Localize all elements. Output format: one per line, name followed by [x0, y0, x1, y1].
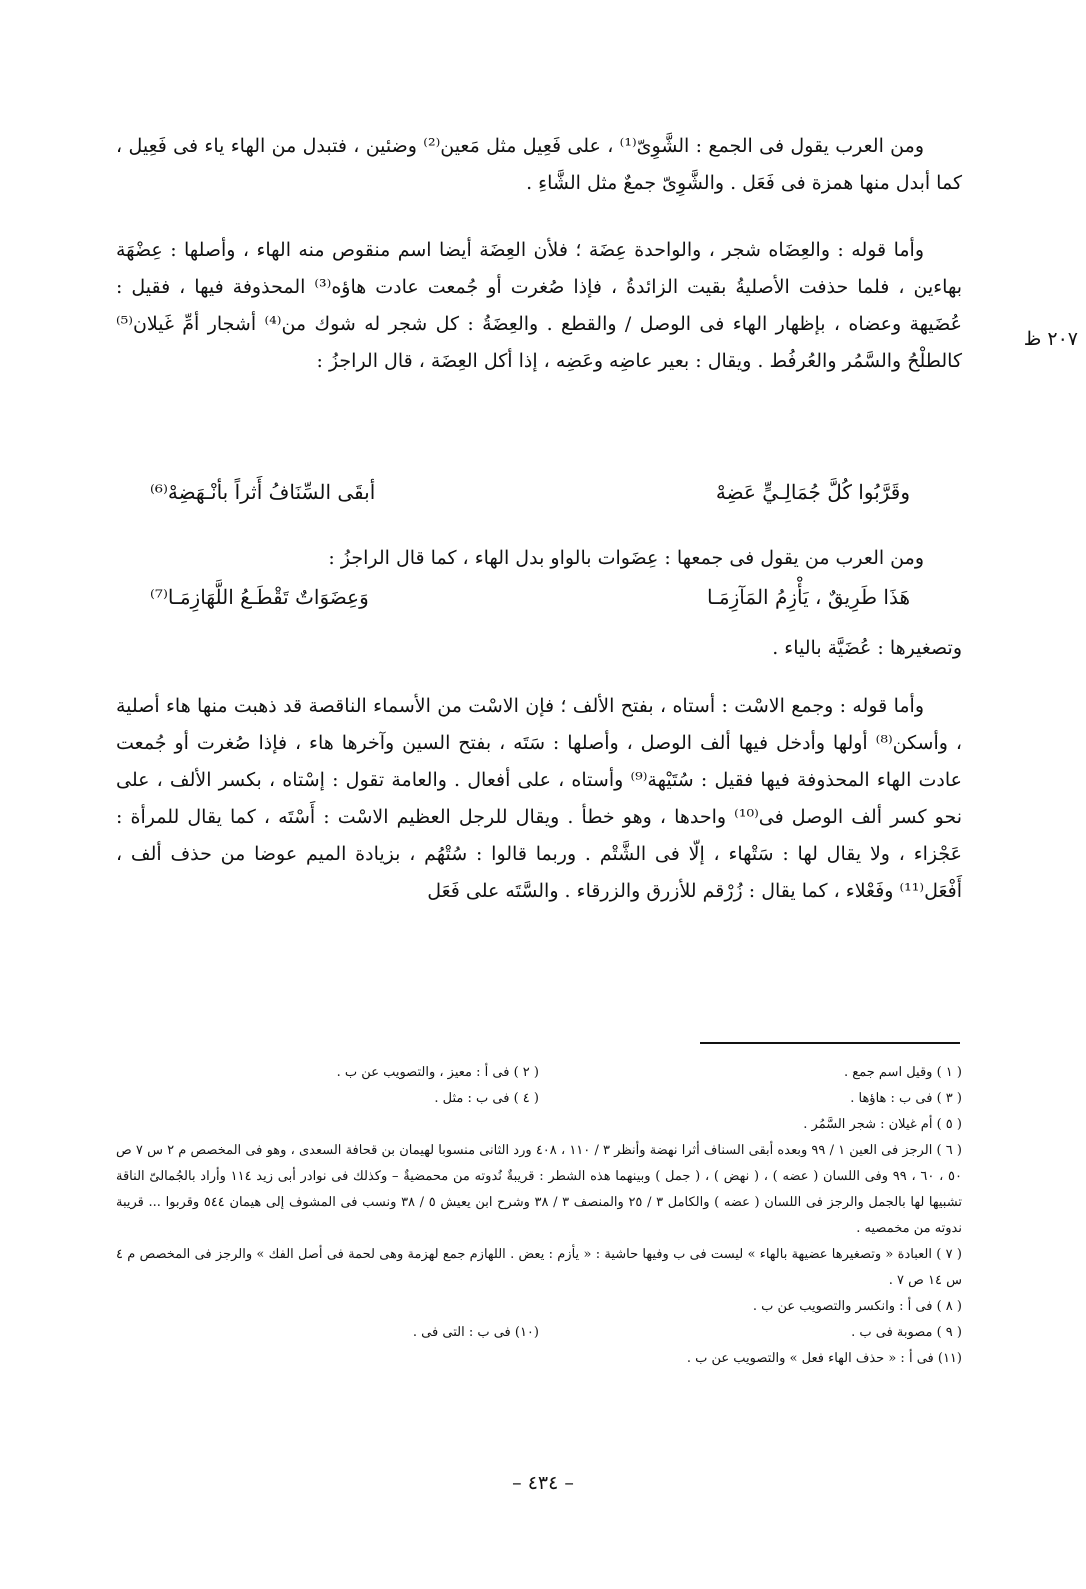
- footnote-11: (١١) فى أ : « حذف الهاء فعل » والتصويب عن ب .: [686, 1351, 962, 1366]
- paragraph-3b: [116, 630, 962, 667]
- footnote-8: ( ٨ ) فى أ : وانكسر والتصويب عن ب .: [752, 1299, 962, 1314]
- footnote-7: ( ٧ ) العبادة « وتصغيرها عضيهة بالهاء » ليست فى ب وفيها حاشية : « يأزم : يعض . اللهازم جمع لهزمة وهى لحمة فى أصل الفك » والرجز فى المخصص م ٤ س ١٤ ص ٧ .: [116, 1247, 962, 1288]
- paragraph-1-text: ومن العرب يقول فى الجمع : الشَّوِىّ⁽¹⁾ ، على فَعِيل مثل مَعين⁽²⁾ وضئين ، فتبدل من الهاء ياء فى فَعِيل ، كما أبدل منها همزة فى فَعَل . والشَّوِىّ جمعٌ مثل الشَّاءِ .: [116, 135, 962, 194]
- footnote-3: ( ٣ ) فى ب : هاؤها .: [850, 1091, 962, 1106]
- verse-2-first-hemistich: هَذَا طَرِيقٌ ، يَأْزِمُ المَآزِمَـا: [706, 585, 910, 609]
- footnote-row: [116, 1320, 962, 1346]
- footnote-6: ( ٦ ) الرجز فى العين ١ / ٩٩ وبعده أبقى السناف أثرا نهضة وأنظر ٣ / ١١٠ ، ٤٠٨ ورد الثانى منسوبا لهيمان بن قحافة السعدى ، وهو فى المخصص م ٢ س ٧ ص ٥٠ ، ٦٠ ، ٩٩ وفى اللسان ( عضه ) ، ( نهض ) ، ( جمل ) وبينهما هذه الشطر : قريبةٌ نُدوته من محمضيةٌ – وكذلك فى نوادر أبى زيد ١١٤ وأراد بالجُمالىّ الناقة تشبيها لها بالجمل والرجز فى اللسان ( عضه ) والكامل ٣ / ٢٥ والمنصف ٣ / ٣٨ وشرح ابن يعيش ٥ / ٣٨ ونسب فى المشوف إلى هيمان ٥٤٤ وقربوا ... قريبة ندوته من مخمصيه .: [116, 1143, 962, 1236]
- footnote-divider: [700, 1042, 960, 1044]
- paragraph-2-text: وأما قوله : والعِضَاه شجر ، والواحدة عِضَة ؛ فلأن العِضَة أيضا اسم منقوص منه الهاء ، وأصلها : عِضْهَة بهاءين ، فلما حذفت الأصليةُ بقيت الزائدةُ ، فإذا صُغرت أو جُمعت عادت هاؤه⁽³⁾ المحذوفة فيها ، فقيل : عُضَيهة وعضاه ، بإظهار الهاء فى الوصل / والقطع . والعِضَةُ : كل شجر له شوك من⁽⁴⁾ أشجار أمِّ غَيلان⁽⁵⁾ كالطلْحُ والسَّمُر والعُرفُط . ويقال : بعير عاضِه وعَضِه ، إذا أكل العِضَة ، قال الراجزُ :: [116, 239, 963, 372]
- footnote-4: ( ٤ ) فى ب : مثل .: [434, 1091, 539, 1106]
- paragraph-1: [116, 128, 962, 202]
- footnote-9: ( ٩ ) مصوبة فى ب .: [851, 1325, 962, 1340]
- verse-2-second-hemistich: وَعِضَوَاتٌ تَقْطَـعُ اللَّهَازِمَـا⁽⁷⁾: [150, 585, 369, 609]
- footnote-1: ( ١ ) وقيل اسم جمع .: [844, 1065, 962, 1080]
- paragraph-3: [116, 540, 962, 577]
- footnote-5: ( ٥ ) أم غيلان : شجر السَّمُر .: [803, 1117, 962, 1132]
- folio-margin-note: ٢٠٧ ظ: [1023, 328, 1078, 350]
- verse-1-first-hemistich: وقَرَّبُوا كُلَّ جُمَالِـيٍّ عَضِهْ: [715, 480, 910, 504]
- footnote-10: (١٠) فى ب : التى فى .: [412, 1325, 539, 1340]
- footnotes: [116, 1060, 962, 1372]
- paragraph-2: [116, 232, 962, 380]
- paragraph-3-text: ومن العرب من يقول فى جمعها : عِضَوات بالواو بدل الهاء ، كما قال الراجزُ :: [328, 547, 924, 569]
- paragraph-3b-text: وتصغيرها : عُضَيَّة بالياء .: [772, 637, 962, 659]
- paragraph-4-text: وأما قوله : وجمع الاسْت : أستاه ، بفتح الألف ؛ فإن الاسْت من الأسماء الناقصة قد ذهبت منها هاء أصلية ، وأسكن⁽⁸⁾ أولها وأدخل فيها ألف الوصل ، وأصلها : سَتَه ، بفتح السين وآخرها هاء ، فإذا صُغرت أو جُمعت عادت الهاء المحذوفة فيها فقيل : سُتَيْهة⁽⁹⁾ وأستاه ، على أفعال . والعامة تقول : إسْتاه ، بكسر الألف ، على نحو كسر ألف الوصل فى⁽¹⁰⁾ واحدها ، وهو خطأ . ويقال للرجل العظيم الاسْت : أَسْتَه ، كما يقال للمرأة : عَجْزاء ، ولا يقال لها : سَتْهاء ، إلّا فى الشَّتْم . وربما قالوا : سُتْهُم ، بزيادة الميم عوضا من حذف ألف ، أَفْعَل⁽¹¹⁾ وفَعْلاء ، كما يقال : زُرْقم للأزرق والزرقاء . والسَّتَه على فَعَل: [116, 695, 963, 902]
- verse-2: [150, 585, 910, 609]
- verse-1: [150, 480, 910, 504]
- footnote-2: ( ٢ ) فى أ : معيز ، والتصويب عن ب .: [336, 1065, 539, 1080]
- footnote-row: [116, 1060, 962, 1086]
- footnote-row: [116, 1086, 962, 1112]
- verse-1-second-hemistich: أبقَى السِّنَافُ أَثراً بأنْـهَضِهْ⁽⁶⁾: [150, 480, 376, 504]
- paragraph-4: [116, 688, 962, 910]
- page-number: – ٤٣٤ –: [512, 1472, 574, 1494]
